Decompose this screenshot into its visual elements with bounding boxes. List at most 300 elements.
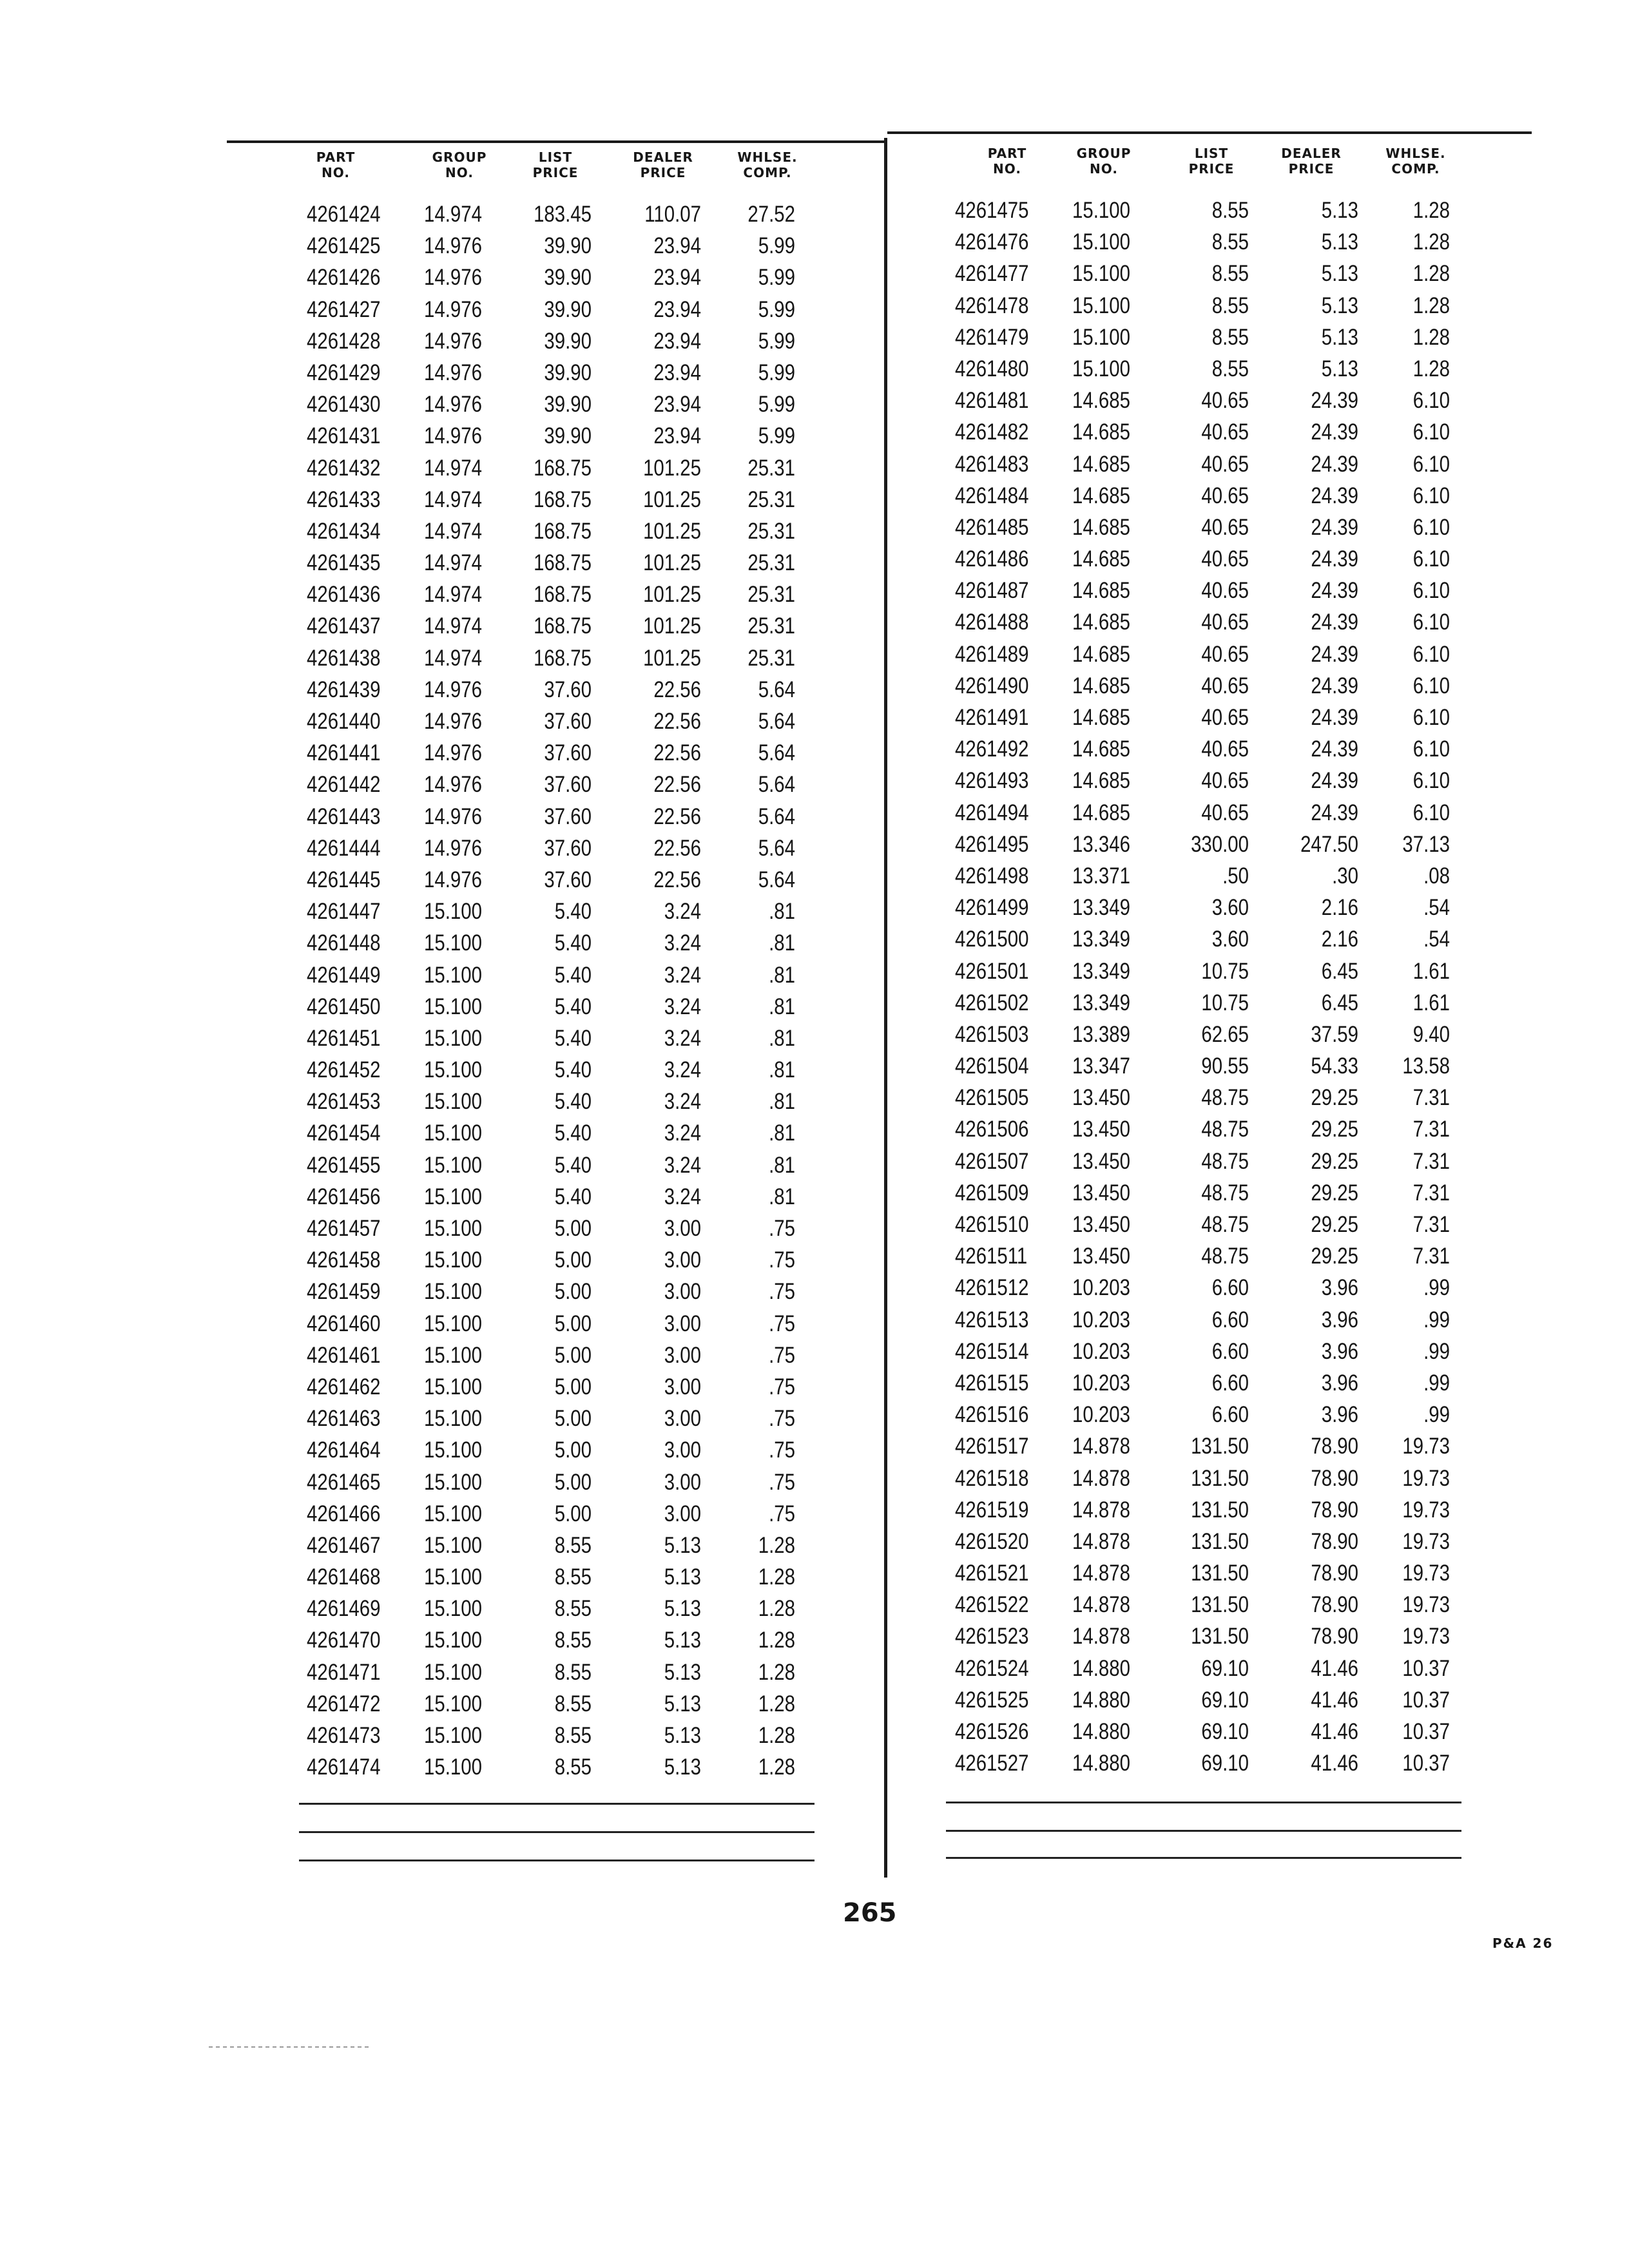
whlse-comp-cell: .75 <box>769 1437 795 1463</box>
whlse-comp-cell: 25.31 <box>747 550 795 576</box>
group-number-cell: 14.685 <box>1072 610 1130 635</box>
dealer-price-cell: 22.56 <box>653 772 701 798</box>
whlse-comp-cell: 5.99 <box>758 265 795 291</box>
part-number-cell: 4261434 <box>307 518 381 544</box>
whlse-comp-cell: 1.28 <box>758 1628 795 1653</box>
dealer-price-cell: 24.39 <box>1311 610 1358 635</box>
dealer-price-cell: 5.13 <box>664 1628 701 1653</box>
whlse-comp-cell: .75 <box>769 1374 795 1399</box>
part-number-cell: 4261458 <box>307 1247 381 1273</box>
whlse-comp-cell: .81 <box>769 962 795 988</box>
group-number-cell: 13.347 <box>1072 1053 1130 1079</box>
whlse-comp-cell: .75 <box>769 1216 795 1241</box>
dealer-price-cell: 24.39 <box>1311 736 1358 762</box>
dealer-price-cell: 23.94 <box>653 296 701 322</box>
list-price-cell: 40.65 <box>1201 610 1249 635</box>
dealer-price-cell: 78.90 <box>1311 1465 1358 1491</box>
list-price-cell: 131.50 <box>1191 1497 1249 1523</box>
list-price-cell: 40.65 <box>1201 736 1249 762</box>
group-number-cell: 15.100 <box>424 1057 482 1083</box>
dealer-price-cell: 23.94 <box>653 360 701 385</box>
group-number-cell: 15.100 <box>424 1596 482 1622</box>
part-number-cell: 4261471 <box>307 1659 381 1685</box>
whlse-comp-cell: .81 <box>769 1184 795 1209</box>
list-price-cell: 40.65 <box>1201 388 1249 414</box>
group-number-cell: 10.203 <box>1072 1275 1130 1301</box>
part-number-cell: 4261460 <box>307 1311 381 1336</box>
group-number-cell: 15.100 <box>424 994 482 1019</box>
part-number-cell: 4261484 <box>955 483 1029 508</box>
list-price-cell: 5.40 <box>554 930 592 956</box>
part-number-cell: 4261512 <box>955 1275 1029 1301</box>
whlse-comp-cell: 5.64 <box>758 677 795 702</box>
group-number-cell: 14.685 <box>1072 419 1130 445</box>
part-number-cell: 4261443 <box>307 803 381 829</box>
dealer-price-cell: 22.56 <box>653 867 701 892</box>
group-number-cell: 14.976 <box>424 265 482 291</box>
list-price-cell: 5.40 <box>554 1025 592 1051</box>
whlse-comp-cell: 6.10 <box>1412 705 1450 730</box>
list-price-cell: 37.60 <box>544 867 592 892</box>
whlse-comp-cell: .75 <box>769 1406 795 1432</box>
group-number-cell: 14.685 <box>1072 641 1130 667</box>
group-number-cell: 15.100 <box>424 1342 482 1368</box>
whlse-comp-cell: .81 <box>769 994 795 1019</box>
whlse-comp-cell: 10.37 <box>1402 1655 1450 1681</box>
group-number-cell: 14.878 <box>1072 1561 1130 1586</box>
blank-line <box>299 1831 815 1833</box>
group-number-cell: 14.685 <box>1072 388 1130 414</box>
list-price-cell: 5.40 <box>554 1120 592 1146</box>
list-price-cell: 3.60 <box>1211 927 1249 952</box>
header-group-no: GROUP NO. <box>432 149 487 180</box>
whlse-comp-cell: 25.31 <box>747 582 795 608</box>
list-price-cell: 40.65 <box>1201 768 1249 794</box>
group-number-cell: 14.974 <box>424 486 482 512</box>
dealer-price-cell: 3.24 <box>664 1184 701 1209</box>
whlse-comp-cell: .99 <box>1423 1370 1450 1396</box>
part-number-cell: 4261498 <box>955 863 1029 889</box>
dealer-price-cell: 3.24 <box>664 1025 701 1051</box>
dealer-price-cell: 3.24 <box>664 1057 701 1083</box>
group-number-cell: 15.100 <box>424 1089 482 1115</box>
whlse-comp-cell: 6.10 <box>1412 388 1450 414</box>
whlse-comp-cell: .99 <box>1423 1307 1450 1332</box>
dealer-price-cell: 3.00 <box>664 1406 701 1432</box>
dealer-price-cell: 54.33 <box>1311 1053 1358 1079</box>
part-number-cell: 4261468 <box>307 1564 381 1590</box>
group-number-cell: 13.450 <box>1072 1148 1130 1174</box>
top-rule-left <box>227 140 884 143</box>
list-price-cell: 8.55 <box>1211 293 1249 318</box>
list-price-cell: 168.75 <box>534 582 592 608</box>
group-number-cell: 15.100 <box>424 1120 482 1146</box>
part-number-cell: 4261510 <box>955 1212 1029 1237</box>
group-number-cell: 15.100 <box>424 1469 482 1495</box>
part-number-cell: 4261425 <box>307 233 381 259</box>
whlse-comp-cell: 7.31 <box>1412 1212 1450 1237</box>
header-dealer-price: DEALER PRICE <box>1281 146 1342 177</box>
blank-line <box>299 1803 815 1805</box>
whlse-comp-cell: 1.28 <box>758 1754 795 1780</box>
part-number-cell: 4261475 <box>955 198 1029 223</box>
part-number-cell: 4261459 <box>307 1279 381 1305</box>
group-number-cell: 15.100 <box>424 899 482 925</box>
group-number-cell: 14.976 <box>424 360 482 385</box>
whlse-comp-cell: 5.64 <box>758 803 795 829</box>
dealer-price-cell: 5.13 <box>664 1532 701 1558</box>
whlse-comp-cell: 1.28 <box>1412 229 1450 255</box>
dealer-price-cell: 3.96 <box>1321 1402 1358 1428</box>
blank-line <box>299 1860 815 1861</box>
part-number-cell: 4261517 <box>955 1434 1029 1459</box>
whlse-comp-cell: 19.73 <box>1402 1624 1450 1649</box>
group-number-cell: 13.450 <box>1072 1117 1130 1142</box>
group-number-cell: 15.100 <box>424 1437 482 1463</box>
whlse-comp-cell: 25.31 <box>747 455 795 481</box>
whlse-comp-cell: 6.10 <box>1412 800 1450 825</box>
whlse-comp-cell: 19.73 <box>1402 1561 1450 1586</box>
whlse-comp-cell: .75 <box>769 1311 795 1336</box>
part-number-cell: 4261478 <box>955 293 1029 318</box>
group-number-cell: 15.100 <box>424 1754 482 1780</box>
dealer-price-cell: 5.13 <box>664 1596 701 1622</box>
dealer-price-cell: 78.90 <box>1311 1592 1358 1618</box>
list-price-cell: 6.60 <box>1211 1338 1249 1364</box>
dealer-price-cell: 29.25 <box>1311 1180 1358 1206</box>
dealer-price-cell: 24.39 <box>1311 800 1358 825</box>
list-price-cell: 37.60 <box>544 677 592 702</box>
part-number-cell: 4261435 <box>307 550 381 576</box>
group-number-cell: 14.685 <box>1072 768 1130 794</box>
whlse-comp-cell: .54 <box>1423 927 1450 952</box>
dealer-price-cell: 78.90 <box>1311 1497 1358 1523</box>
dealer-price-cell: 29.25 <box>1311 1085 1358 1111</box>
list-price-cell: 6.60 <box>1211 1370 1249 1396</box>
dealer-price-cell: 78.90 <box>1311 1528 1358 1554</box>
whlse-comp-cell: .75 <box>769 1342 795 1368</box>
part-number-cell: 4261485 <box>955 514 1029 540</box>
list-price-cell: 39.90 <box>544 233 592 259</box>
top-rule-right <box>887 131 1532 134</box>
part-number-cell: 4261492 <box>955 736 1029 762</box>
whlse-comp-cell: .99 <box>1423 1275 1450 1301</box>
part-number-cell: 4261488 <box>955 610 1029 635</box>
group-number-cell: 14.974 <box>424 550 482 576</box>
dealer-price-cell: 23.94 <box>653 328 701 354</box>
list-price-cell: 39.90 <box>544 392 592 418</box>
list-price-cell: 3.60 <box>1211 895 1249 921</box>
scan-artifact <box>209 2046 370 2048</box>
list-price-cell: 168.75 <box>534 550 592 576</box>
header-whlse-comp: WHLSE. COMP. <box>1385 146 1446 177</box>
list-price-cell: 48.75 <box>1201 1244 1249 1269</box>
whlse-comp-cell: .75 <box>769 1279 795 1305</box>
group-number-cell: 10.203 <box>1072 1338 1130 1364</box>
part-number-cell: 4261506 <box>955 1117 1029 1142</box>
whlse-comp-cell: 5.64 <box>758 835 795 861</box>
group-number-cell: 15.100 <box>1072 229 1130 255</box>
list-price-cell: 48.75 <box>1201 1117 1249 1142</box>
whlse-comp-cell: 5.64 <box>758 740 795 766</box>
dealer-price-cell: 3.96 <box>1321 1338 1358 1364</box>
dealer-price-cell: 29.25 <box>1311 1244 1358 1269</box>
list-price-cell: 131.50 <box>1191 1465 1249 1491</box>
dealer-price-cell: 24.39 <box>1311 641 1358 667</box>
whlse-comp-cell: 6.10 <box>1412 578 1450 604</box>
whlse-comp-cell: 7.31 <box>1412 1085 1450 1111</box>
whlse-comp-cell: 1.28 <box>1412 324 1450 350</box>
group-number-cell: 14.976 <box>424 867 482 892</box>
group-number-cell: 14.878 <box>1072 1592 1130 1618</box>
group-number-cell: 15.100 <box>424 1025 482 1051</box>
part-number-cell: 4261527 <box>955 1751 1029 1776</box>
list-price-cell: 5.40 <box>554 1089 592 1115</box>
list-price-cell: 40.65 <box>1201 451 1249 477</box>
part-number-cell: 4261511 <box>955 1244 1028 1269</box>
part-number-cell: 4261427 <box>307 296 381 322</box>
dealer-price-cell: 24.39 <box>1311 546 1358 572</box>
list-price-cell: 5.40 <box>554 1184 592 1209</box>
group-number-cell: 14.685 <box>1072 800 1130 825</box>
part-number-cell: 4261448 <box>307 930 381 956</box>
list-price-cell: 48.75 <box>1201 1212 1249 1237</box>
whlse-comp-cell: 25.31 <box>747 613 795 639</box>
list-price-cell: 8.55 <box>554 1691 592 1716</box>
dealer-price-cell: 3.96 <box>1321 1275 1358 1301</box>
whlse-comp-cell: .81 <box>769 1120 795 1146</box>
group-number-cell: 14.976 <box>424 709 482 734</box>
whlse-comp-cell: .75 <box>769 1501 795 1526</box>
list-price-cell: 131.50 <box>1191 1592 1249 1618</box>
list-price-cell: 5.00 <box>554 1247 592 1273</box>
whlse-comp-cell: 1.28 <box>758 1723 795 1748</box>
group-number-cell: 10.203 <box>1072 1307 1130 1332</box>
part-number-cell: 4261490 <box>955 673 1029 698</box>
group-number-cell: 14.974 <box>424 518 482 544</box>
group-number-cell: 10.203 <box>1072 1370 1130 1396</box>
dealer-price-cell: 22.56 <box>653 803 701 829</box>
part-number-cell: 4261519 <box>955 1497 1029 1523</box>
whlse-comp-cell: 1.28 <box>1412 293 1450 318</box>
group-number-cell: 14.685 <box>1072 578 1130 604</box>
group-number-cell: 14.878 <box>1072 1497 1130 1523</box>
dealer-price-cell: 3.24 <box>664 1152 701 1178</box>
list-price-cell: 8.55 <box>1211 356 1249 381</box>
whlse-comp-cell: 6.10 <box>1412 768 1450 794</box>
part-number-cell: 4261489 <box>955 641 1029 667</box>
list-price-cell: 8.55 <box>554 1659 592 1685</box>
group-number-cell: 14.976 <box>424 233 482 259</box>
dealer-price-cell: 2.16 <box>1321 927 1358 952</box>
part-number-cell: 4261430 <box>307 392 381 418</box>
group-number-cell: 15.100 <box>1072 261 1130 287</box>
whlse-comp-cell: .81 <box>769 1089 795 1115</box>
part-number-cell: 4261477 <box>955 261 1029 287</box>
header-group-no: GROUP NO. <box>1076 146 1132 177</box>
dealer-price-cell: 5.13 <box>1321 198 1358 223</box>
group-number-cell: 15.100 <box>424 962 482 988</box>
part-number-cell: 4261428 <box>307 328 381 354</box>
group-number-cell: 13.450 <box>1072 1085 1130 1111</box>
list-price-cell: 5.00 <box>554 1342 592 1368</box>
dealer-price-cell: 3.00 <box>664 1501 701 1526</box>
list-price-cell: 40.65 <box>1201 419 1249 445</box>
part-number-cell: 4261456 <box>307 1184 381 1209</box>
list-price-cell: 168.75 <box>534 518 592 544</box>
part-number-cell: 4261481 <box>955 388 1029 414</box>
dealer-price-cell: 5.13 <box>1321 293 1358 318</box>
header-whlse-comp: WHLSE. COMP. <box>737 149 798 180</box>
part-number-cell: 4261494 <box>955 800 1029 825</box>
dealer-price-cell: 5.13 <box>664 1754 701 1780</box>
part-number-cell: 4261514 <box>955 1338 1029 1364</box>
group-number-cell: 15.100 <box>424 1279 482 1305</box>
part-number-cell: 4261454 <box>307 1120 381 1146</box>
group-number-cell: 14.878 <box>1072 1528 1130 1554</box>
dealer-price-cell: 5.13 <box>1321 324 1358 350</box>
part-number-cell: 4261482 <box>955 419 1029 445</box>
dealer-price-cell: 6.45 <box>1321 990 1358 1015</box>
dealer-price-cell: 78.90 <box>1311 1624 1358 1649</box>
whlse-comp-cell: 1.28 <box>1412 198 1450 223</box>
whlse-comp-cell: 7.31 <box>1412 1180 1450 1206</box>
dealer-price-cell: 101.25 <box>643 518 701 544</box>
list-price-cell: 40.65 <box>1201 514 1249 540</box>
dealer-price-cell: 3.00 <box>664 1247 701 1273</box>
whlse-comp-cell: 1.28 <box>758 1564 795 1590</box>
whlse-comp-cell: 1.28 <box>758 1691 795 1716</box>
part-number-cell: 4261476 <box>955 229 1029 255</box>
whlse-comp-cell: 1.28 <box>1412 356 1450 381</box>
dealer-price-cell: 24.39 <box>1311 451 1358 477</box>
whlse-comp-cell: 9.40 <box>1412 1021 1450 1047</box>
dealer-price-cell: 3.00 <box>664 1469 701 1495</box>
list-price-cell: 48.75 <box>1201 1085 1249 1111</box>
whlse-comp-cell: .81 <box>769 930 795 956</box>
part-number-cell: 4261449 <box>307 962 381 988</box>
dealer-price-cell: 78.90 <box>1311 1561 1358 1586</box>
group-number-cell: 14.976 <box>424 740 482 766</box>
part-number-cell: 4261501 <box>955 958 1029 984</box>
dealer-price-cell: 23.94 <box>653 392 701 418</box>
part-number-cell: 4261513 <box>955 1307 1029 1332</box>
dealer-price-cell: 78.90 <box>1311 1434 1358 1459</box>
dealer-price-cell: 101.25 <box>643 550 701 576</box>
group-number-cell: 13.450 <box>1072 1180 1130 1206</box>
dealer-price-cell: 101.25 <box>643 455 701 481</box>
group-number-cell: 15.100 <box>1072 324 1130 350</box>
list-price-cell: 183.45 <box>534 202 592 227</box>
whlse-comp-cell: 1.61 <box>1412 990 1450 1015</box>
whlse-comp-cell: .81 <box>769 1057 795 1083</box>
group-number-cell: 15.100 <box>424 1532 482 1558</box>
whlse-comp-cell: .99 <box>1423 1338 1450 1364</box>
dealer-price-cell: 24.39 <box>1311 419 1358 445</box>
group-number-cell: 15.100 <box>424 1501 482 1526</box>
list-price-cell: 39.90 <box>544 296 592 322</box>
dealer-price-cell: 23.94 <box>653 423 701 449</box>
list-price-cell: 40.65 <box>1201 673 1249 698</box>
part-number-cell: 4261455 <box>307 1152 381 1178</box>
list-price-cell: 39.90 <box>544 423 592 449</box>
part-number-cell: 4261447 <box>307 899 381 925</box>
list-price-cell: 168.75 <box>534 455 592 481</box>
whlse-comp-cell: 5.99 <box>758 360 795 385</box>
whlse-comp-cell: .81 <box>769 1152 795 1178</box>
dealer-price-cell: 3.96 <box>1321 1370 1358 1396</box>
part-number-cell: 4261437 <box>307 613 381 639</box>
group-number-cell: 14.880 <box>1072 1751 1130 1776</box>
group-number-cell: 15.100 <box>424 1152 482 1178</box>
list-price-cell: 69.10 <box>1201 1751 1249 1776</box>
list-price-cell: 5.00 <box>554 1279 592 1305</box>
group-number-cell: 15.100 <box>424 1723 482 1748</box>
dealer-price-cell: 3.00 <box>664 1437 701 1463</box>
part-number-cell: 4261432 <box>307 455 381 481</box>
group-number-cell: 14.880 <box>1072 1655 1130 1681</box>
group-number-cell: 14.878 <box>1072 1624 1130 1649</box>
group-number-cell: 14.685 <box>1072 705 1130 730</box>
whlse-comp-cell: 5.64 <box>758 867 795 892</box>
whlse-comp-cell: 6.10 <box>1412 514 1450 540</box>
dealer-price-cell: 3.00 <box>664 1279 701 1305</box>
list-price-cell: 5.40 <box>554 994 592 1019</box>
part-number-cell: 4261523 <box>955 1624 1029 1649</box>
dealer-price-cell: 29.25 <box>1311 1148 1358 1174</box>
dealer-price-cell: 3.24 <box>664 930 701 956</box>
dealer-price-cell: 3.24 <box>664 1089 701 1115</box>
blank-line <box>946 1802 1461 1803</box>
whlse-comp-cell: 6.10 <box>1412 673 1450 698</box>
part-number-cell: 4261457 <box>307 1216 381 1241</box>
dealer-price-cell: 101.25 <box>643 613 701 639</box>
list-price-cell: 5.40 <box>554 1152 592 1178</box>
part-number-cell: 4261480 <box>955 356 1029 381</box>
part-number-cell: 4261465 <box>307 1469 381 1495</box>
part-number-cell: 4261433 <box>307 486 381 512</box>
group-number-cell: 15.100 <box>1072 198 1130 223</box>
group-number-cell: 14.976 <box>424 423 482 449</box>
whlse-comp-cell: .81 <box>769 899 795 925</box>
whlse-comp-cell: 5.99 <box>758 296 795 322</box>
header-part-no: PART NO. <box>987 146 1027 177</box>
dealer-price-cell: 24.39 <box>1311 673 1358 698</box>
whlse-comp-cell: 6.10 <box>1412 483 1450 508</box>
blank-line <box>946 1857 1461 1859</box>
group-number-cell: 14.976 <box>424 296 482 322</box>
part-number-cell: 4261516 <box>955 1402 1029 1428</box>
list-price-cell: 62.65 <box>1201 1021 1249 1047</box>
part-number-cell: 4261461 <box>307 1342 381 1368</box>
dealer-price-cell: .30 <box>1332 863 1358 889</box>
whlse-comp-cell: 19.73 <box>1402 1465 1450 1491</box>
list-price-cell: 37.60 <box>544 772 592 798</box>
list-price-cell: 5.00 <box>554 1469 592 1495</box>
header-list-price: LIST PRICE <box>1188 146 1235 177</box>
list-price-cell: 6.60 <box>1211 1307 1249 1332</box>
list-price-cell: 6.60 <box>1211 1275 1249 1301</box>
group-number-cell: 15.100 <box>424 1691 482 1716</box>
list-price-cell: 69.10 <box>1201 1687 1249 1713</box>
dealer-price-cell: 24.39 <box>1311 514 1358 540</box>
group-number-cell: 14.974 <box>424 202 482 227</box>
list-price-cell: .50 <box>1222 863 1249 889</box>
group-number-cell: 13.349 <box>1072 990 1130 1015</box>
list-price-cell: 8.55 <box>554 1628 592 1653</box>
dealer-price-cell: 3.24 <box>664 1120 701 1146</box>
dealer-price-cell: 24.39 <box>1311 483 1358 508</box>
